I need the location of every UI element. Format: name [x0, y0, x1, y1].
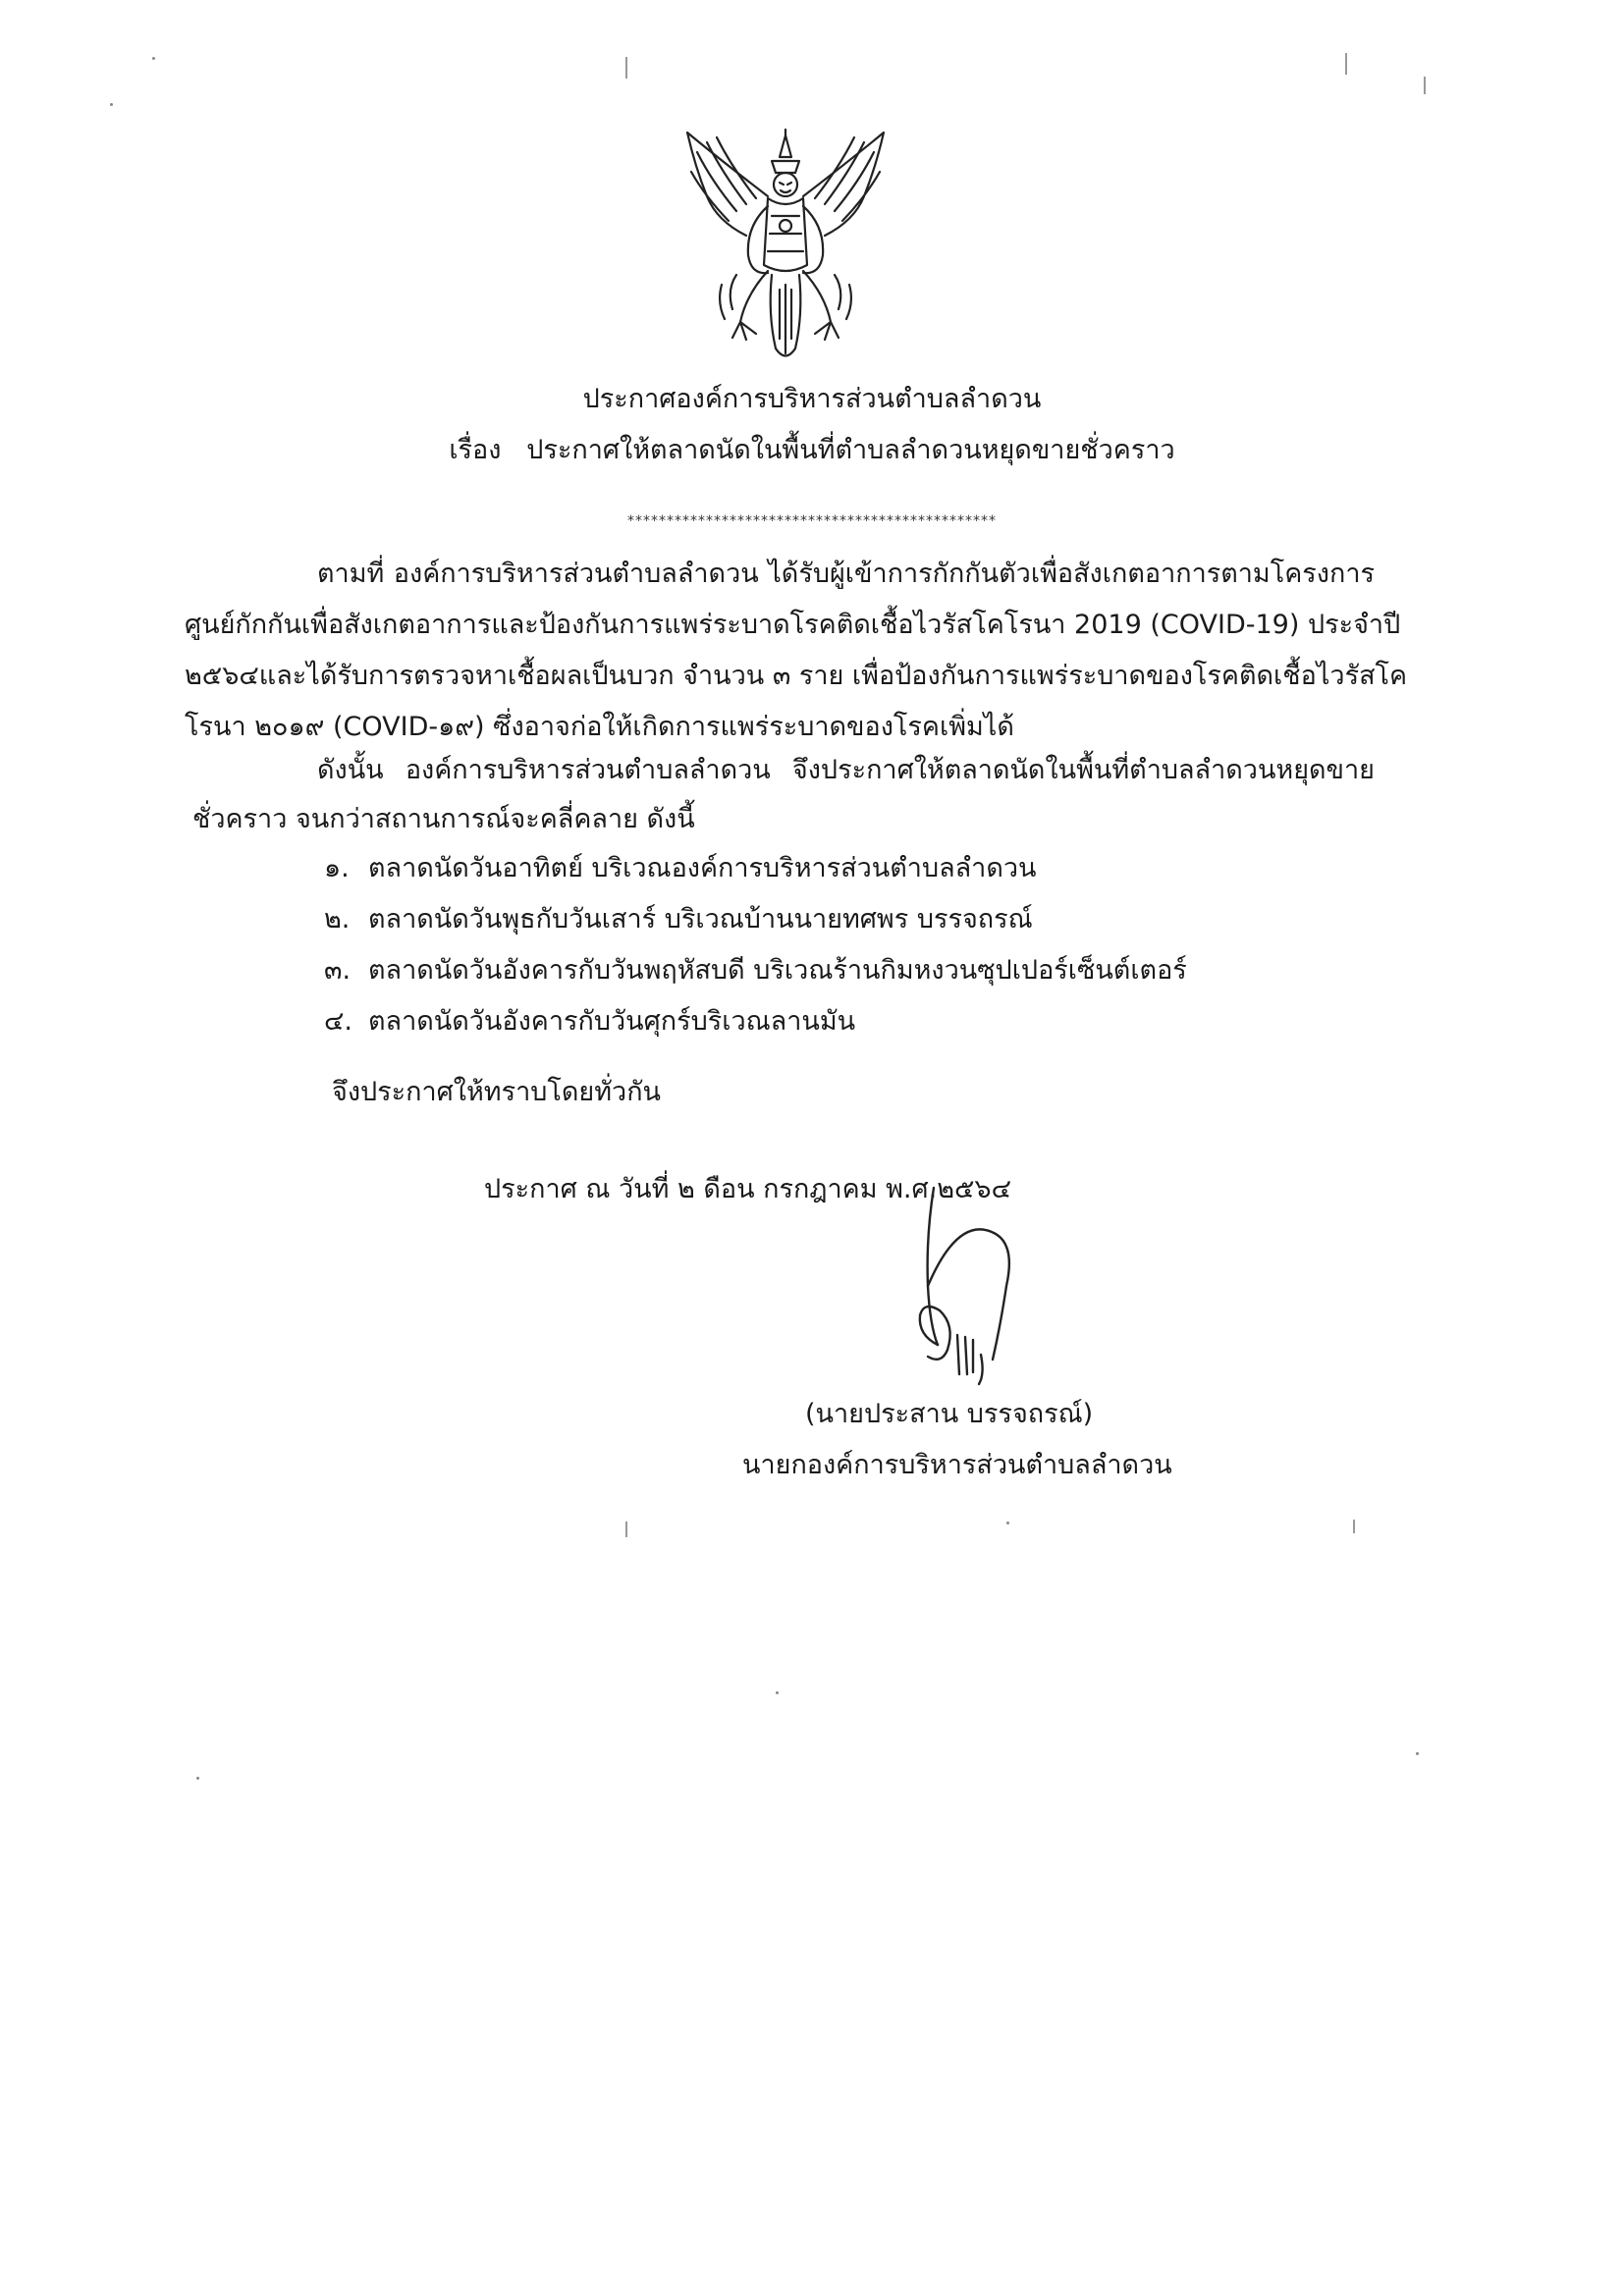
scan-artifact — [1424, 77, 1426, 94]
separator-line: *********************************************** — [627, 513, 997, 529]
scan-speck — [196, 1777, 199, 1780]
paragraph-2-line-1: ดังนั้น องค์การบริหารส่วนตำบลลำดวน จึงประกาศให้ตลาดนัดในพื้นที่ตำบลลำดวนหยุดขาย — [317, 755, 1375, 785]
list-item — [324, 952, 1187, 989]
list-item-number: ๑. — [324, 853, 350, 883]
subject-label: เรื่อง — [449, 435, 502, 465]
list-item-text: ตลาดนัดวันอาทิตย์ บริเวณองค์การบริหารส่วนตำบลลำดวน — [368, 853, 1037, 883]
announcement-title: ประกาศองค์การบริหารส่วนตำบลลำดวน — [582, 384, 1042, 414]
list-item — [324, 850, 1036, 887]
scan-artifact — [625, 1522, 627, 1537]
list-item-text: ตลาดนัดวันพุธกับวันเสาร์ บริเวณบ้านนายทศพร บรรจถรณ์ — [368, 904, 1033, 934]
dateline: ประกาศ ณ วันที่ ๒ ดือน กรกฎาคม พ.ศ.๒๕๖๔ — [484, 1174, 1012, 1204]
scan-artifact — [625, 57, 627, 79]
scan-speck — [1006, 1522, 1009, 1524]
list-item-text: ตลาดนัดวันอังคารกับวันศุกร์บริเวณลานมัน — [368, 1006, 856, 1037]
closing-statement: จึงประกาศให้ทราบโดยทั่วกัน — [332, 1077, 661, 1107]
subject-text: ประกาศให้ตลาดนัดในพื้นที่ตำบลลำดวนหยุดขายชั่วคราว — [526, 435, 1175, 465]
paragraph-1-line-3: ๒๕๖๔และได้รับการตรวจหาเชื้อผลเป็นบวก จำนวน ๓ ราย เพื่อป้องกันการแพร่ระบาดของโรคติดเชื้อไวรัสโค — [185, 661, 1408, 691]
list-item — [324, 901, 1033, 938]
signatory-position: นายกองค์การบริหารส่วนตำบลลำดวน — [742, 1450, 1172, 1480]
list-item — [324, 1003, 855, 1041]
announcement-subject — [0, 432, 1624, 469]
scan-artifact — [1345, 53, 1347, 75]
scan-speck — [776, 1691, 779, 1694]
list-item-number: ๒. — [324, 904, 351, 934]
list-item-number: ๔. — [324, 1006, 353, 1037]
paragraph-2-line-2: ชั่วคราว จนกว่าสถานการณ์จะคลี่คลาย ดังนี้ — [192, 804, 695, 834]
scan-speck — [1416, 1752, 1419, 1755]
scan-artifact — [1353, 1520, 1355, 1533]
paragraph-1-line-1: ตามที่ องค์การบริหารส่วนตำบลลำดวน ได้รับผู้เข้าการกักกันตัวเพื่อสังเกตอาการตามโครงการ — [317, 559, 1375, 589]
scan-speck — [152, 57, 155, 60]
paragraph-1-line-4: โรนา ๒๐๑๙ (COVID-๑๙) ซึ่งอาจก่อให้เกิดการแพร่ระบาดของโรคเพิ่มได้ — [185, 712, 1014, 742]
scan-speck — [110, 103, 113, 106]
list-item-text: ตลาดนัดวันอังคารกับวันพฤหัสบดี บริเวณร้านกิมหงวนซุปเปอร์เซ็นต์เตอร์ — [368, 955, 1187, 986]
paragraph-1-line-2: ศูนย์กักกันเพื่อสังเกตอาการและป้องกันการแพร่ระบาดโรคติดเชื้อไวรัสโคโรนา 2019 (COVID-19) ประจำปี — [185, 610, 1401, 640]
list-item-number: ๓. — [324, 955, 352, 986]
garuda-emblem-icon — [677, 128, 893, 368]
handwritten-signature — [898, 1178, 1046, 1394]
signatory-name: (นายประสาน บรรจถรณ์) — [805, 1399, 1094, 1429]
